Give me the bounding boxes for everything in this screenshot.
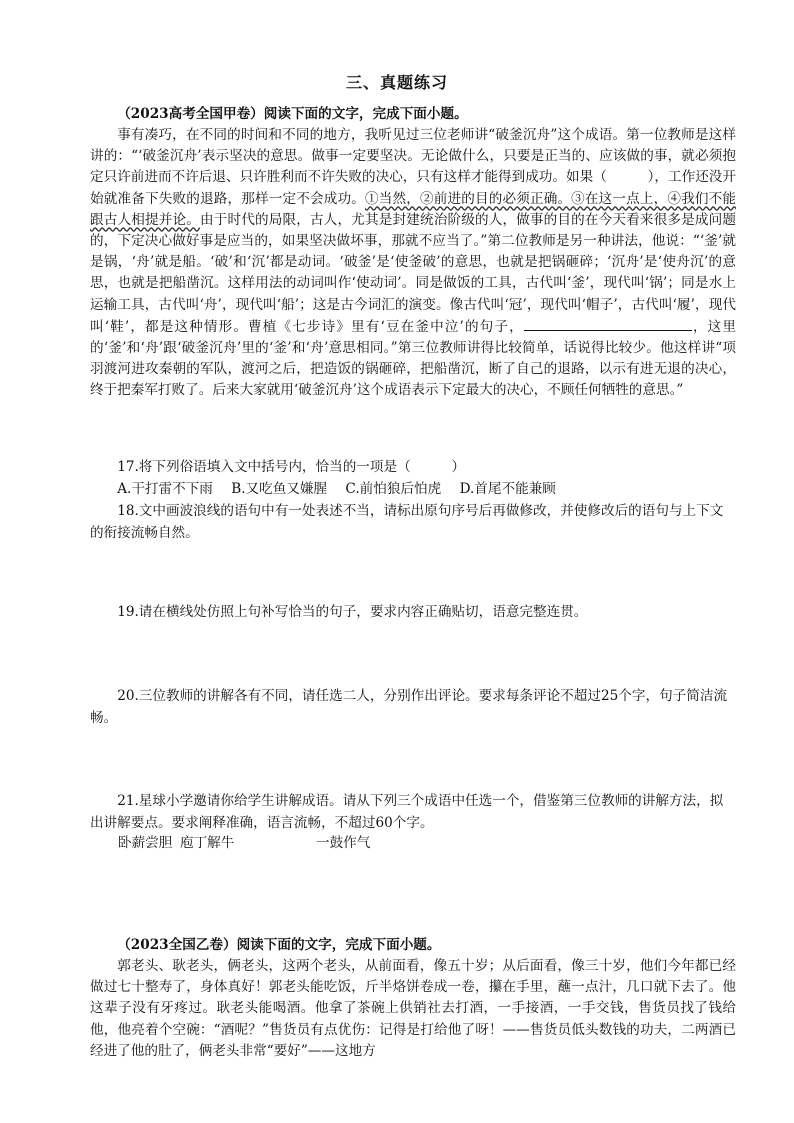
passage2-heading-text: （2023全国乙卷）阅读下面的文字，完成下面小题。 [117, 937, 441, 953]
passage1-heading-text: （2023高考全国甲卷）阅读下面的文字，完成下面小题。 [117, 106, 468, 122]
question-17-options [90, 478, 736, 500]
idiom-1: 卧薪尝胆 [118, 835, 173, 851]
option-c: C.前怕狼后怕虎 [345, 481, 442, 497]
passage1-text-b: 由于时代的局限，古人，尤其是封建统治阶级的人，做事的目的在今天看来很多是成问题的，下定决心做好事是应当的，如果坚决做坏事，那就不应当了。”第二位教师是另一种讲法，他说：“‘釜’就是锅，‘舟’就是船。‘破’和‘沉’都是动词。‘破釜’是‘使釜破’的意思，也就是把锅砸碎；‘沉舟’是‘使舟沉’的意思，也就是把船凿沉。这样用法的动词叫作‘使动词’。同是做饭的工具，古代叫‘釜’，现代叫‘锅’；同是水上运输工具，古代叫‘舟’，现代叫‘船’；这是古今词汇的演变。像古代叫‘冠’，现代叫‘帽子’，古代叫‘履’，现代叫‘鞋’，都是这种情形。曹植《七步诗》里有‘豆在釜中泣’的句子， [90, 211, 736, 335]
option-d: D.首尾不能兼顾 [459, 481, 556, 497]
option-b: B.又吃鱼又嫌腥 [231, 481, 328, 497]
question-21-idioms [118, 832, 718, 854]
passage1-body [90, 125, 736, 402]
question-19: 19.请在横线处仿照上句补写恰当的句子，要求内容正确贴切，语意完整连贯。 [117, 604, 588, 620]
question-18: 18.文中画波浪线的语句中有一处表述不当，请标出原句序号后再做修改，并使修改后的语句与上下文的衔接流畅自然。 [90, 503, 724, 541]
idiom-3: 一鼓作气 [316, 835, 371, 851]
passage1-text-c: ，这里的‘釜’和‘舟’跟‘破釜沉舟’里的‘釜’和‘舟’意思相同。”第三位教师讲得比较简单，话说得比较少。他这样讲“项羽渡河进攻秦朝的军队，渡河之后，把造饭的锅砸碎，把船凿沉，断了自己的退路，以示有进无退的决心，终于把秦军打败了。后来大家就用‘破釜沉舟’这个成语表示下定最大的决心，不顾任何牺牲的意思。” [90, 318, 736, 399]
passage2-body: 郭老头、耿老头，俩老头，这两个老头，从前面看，像五十岁；从后面看，像三十岁，他们今年都已经做过七十整寿了，身体真好！郭老头能吃饭，斤半烙饼卷成一卷，攥在手里，蘸一点汁，几口就下去了。他这辈子没有牙疼过。耿老头能喝酒。他拿了茶碗上供销社去打酒，一手接酒，一手交钱，售货员找了钱给他，他亮着个空碗：“酒呢？”售货员有点优伤：记得是打给他了呀！——售货员低头数钱的功夫，二两酒已经进了他的肚了，俩老头非常“要好”——这地方 [90, 958, 736, 1059]
section-title: 三、真题练习 [345, 73, 448, 92]
question-17: 17.将下列俗语填入文中括号内，恰当的一项是（ ） [117, 459, 466, 475]
idiom-2: 庖丁解牛 [180, 835, 235, 851]
passage2-heading [90, 935, 736, 956]
passage1-text-a: 事有凑巧，在不同的时间和不同的地方，我听见过三位老师讲“破釜沉舟”这个成语。第一位教师是这样讲的：“‘破釜沉舟’表示坚决的意思。做事一定要坚决。无论做什么，只要是正当的、应该做的事，就必须抱定只许前进而不许后退、只许胜利而不许失败的决心，只有这样才能得到成功。如果（ ），工作还没开始就准备下失败的退路，那样一定不会成功。 [90, 127, 736, 207]
passage1-heading [90, 104, 736, 125]
fill-in-blank-line [524, 316, 692, 331]
option-a: A.干打雷不下雨 [117, 481, 213, 497]
wavy-underlined-sentence: ①当然，②前进的目的必须正确。③在这一点上，④我们不能跟古人相提并论。 [90, 190, 737, 228]
question-21: 21.星球小学邀请你给学生讲解成语。请从下列三个成语中任选一个，借鉴第三位教师的讲解方法，拟出讲解要点。要求阐释准确，语言流畅，不超过60个字。 [90, 793, 724, 831]
question-20: 20.三位教师的讲解各有不同，请任选二人，分别作出评论。要求每条评论不超过25个字，句子简洁流畅。 [90, 688, 728, 726]
